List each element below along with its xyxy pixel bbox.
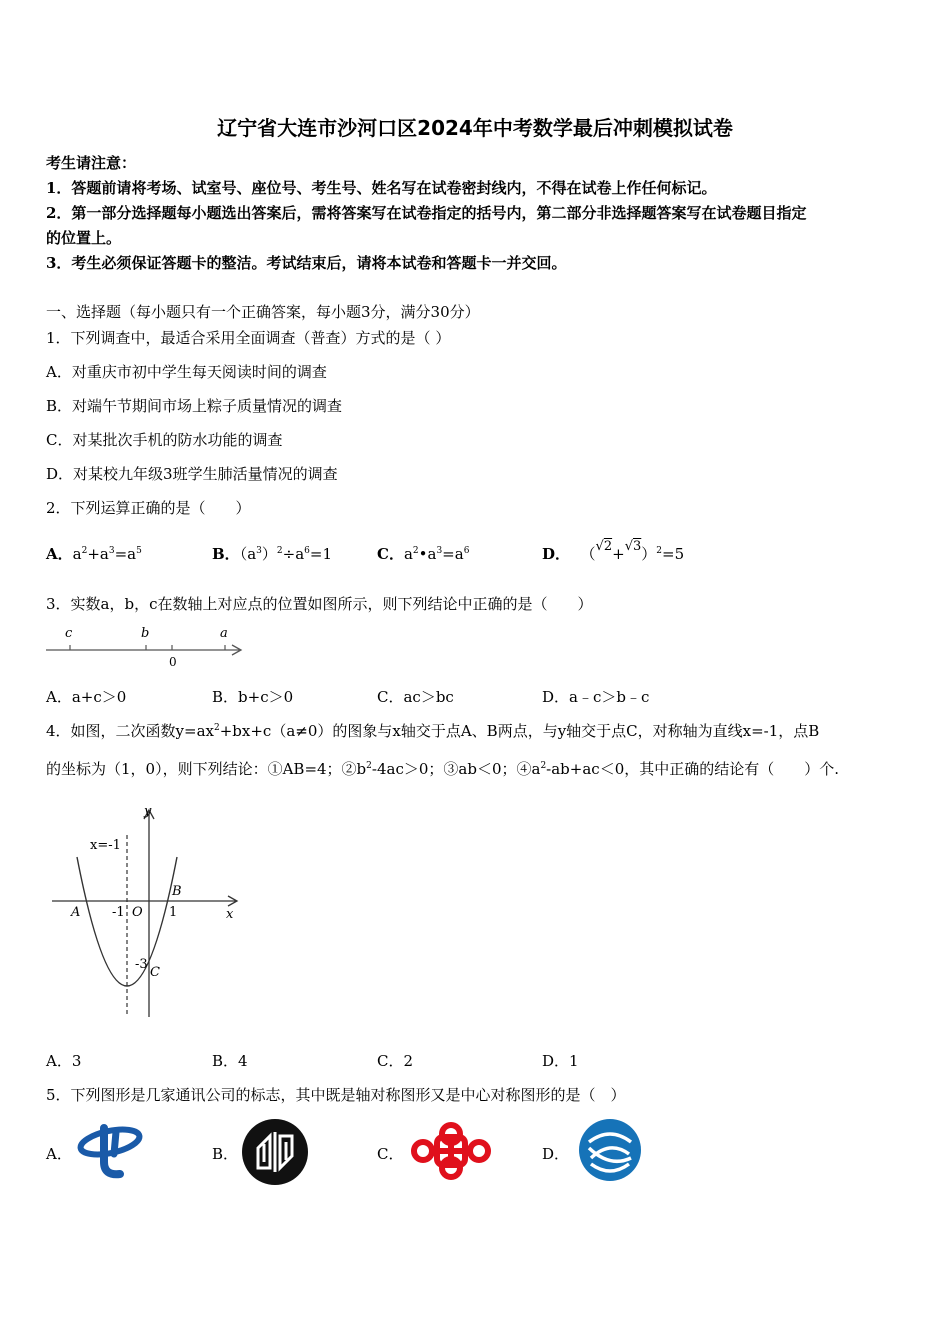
label-c: c (65, 626, 73, 641)
q4-stem-line1: 4．如图，二次函数$y=ax^2+bx+c(a\ne 0)$的图象与x轴交于点A、B两点，与y轴交于点C，对称轴为直线x=-1，点B (46, 722, 820, 740)
label-O: O (132, 905, 143, 920)
q3-option-c: C．ac＞bc (377, 688, 454, 706)
label-B: B (172, 884, 182, 899)
q2-option-b: B．$(a^3)^2\div a^6=1$ (212, 545, 332, 563)
q5-option-a-label: A． (46, 1145, 72, 1163)
label-b: b (141, 626, 150, 641)
netcom-logo (240, 1118, 310, 1186)
label-one: 1 (169, 905, 178, 920)
q4-option-a: A．3 (46, 1052, 82, 1070)
q5-option-c-label: C． (377, 1145, 404, 1163)
q3-option-a: A．a+c＞0 (46, 688, 127, 706)
notice-item-3: 3．考生必须保证答题卡的整洁。考试结束后，请将本试卷和答题卡一并交回。 (46, 254, 567, 272)
q1-option-a: A．对重庆市初中学生每天阅读时间的调查 (46, 363, 327, 381)
label-a: a (220, 626, 228, 641)
q4-stem-line2: 的坐标为（1，0），则下列结论：①AB=4；$②b^2-4ac>0$；③ab＜0；$④a^2-ab+ac<0$，其中正确的结论有（ ）个. (46, 760, 840, 778)
q3-option-d: D．a﹣c＞b﹣c (542, 688, 650, 706)
q4-option-d: D．1 (542, 1052, 579, 1070)
notice-item-2-cont: 的位置上。 (46, 229, 122, 247)
china-mobile-logo (577, 1118, 643, 1182)
q1-option-b: B．对端午节期间市场上粽子质量情况的调查 (46, 397, 343, 415)
notice-item-1: 1．答题前请将考场、试室号、座位号、考生号、姓名写在试卷密封线内，不得在试卷上作任何标记。 (46, 179, 717, 197)
china-unicom-logo (408, 1120, 494, 1182)
q1-stem: 1．下列调查中，最适合采用全面调查（普查）方式的是（ ） (46, 329, 451, 347)
label-neg1: -1 (112, 905, 125, 920)
label-y: y (144, 805, 152, 819)
section-heading: 一、选择题（每小题只有一个正确答案，每小题3分，满分30分） (46, 303, 480, 321)
label-C: C (150, 965, 160, 980)
notice-heading: 考生请注意： (46, 154, 137, 172)
q2-option-c: C．$a^2•a^3=a^6$ (377, 545, 470, 563)
label-zero: 0 (169, 655, 177, 669)
q1-option-d: D．对某校九年级3班学生肺活量情况的调查 (46, 465, 338, 483)
q2-stem: 2．下列运算正确的是（ ） (46, 499, 251, 517)
number-line-figure (40, 620, 250, 670)
q5-option-d-label: D． (542, 1145, 570, 1163)
q2-option-d: D． $(√2+√3)^2=5$ (542, 539, 685, 563)
q4-option-b: B．4 (212, 1052, 248, 1070)
q1-option-c: C．对某批次手机的防水功能的调查 (46, 431, 283, 449)
q5-option-b-label: B． (212, 1145, 239, 1163)
q2-option-a: A．$a^2+a^3=a^5$ (46, 545, 142, 563)
page-title: 辽宁省大连市沙河口区2024年中考数学最后冲刺模拟试卷 (217, 116, 733, 140)
q3-option-b: B．b+c＞0 (212, 688, 294, 706)
notice-item-2: 2．第一部分选择题每小题选出答案后，需将答案写在试卷指定的括号内，第二部分非选择题答案写在试卷题目指定 (46, 204, 807, 222)
q4-option-c: C．2 (377, 1052, 414, 1070)
q3-stem: 3．实数a，b，c在数轴上对应点的位置如图所示，则下列结论中正确的是（ ） (46, 595, 593, 613)
label-axis-eq: x=-1 (90, 838, 121, 853)
q5-stem: 5．下列图形是几家通讯公司的标志，其中既是轴对称图形又是中心对称图形的是（ ） (46, 1086, 626, 1104)
label-neg3: -3 (135, 957, 148, 972)
china-telecom-logo (76, 1120, 144, 1180)
parabola-figure (46, 805, 246, 1027)
label-A: A (71, 905, 81, 920)
label-x: x (226, 907, 234, 922)
